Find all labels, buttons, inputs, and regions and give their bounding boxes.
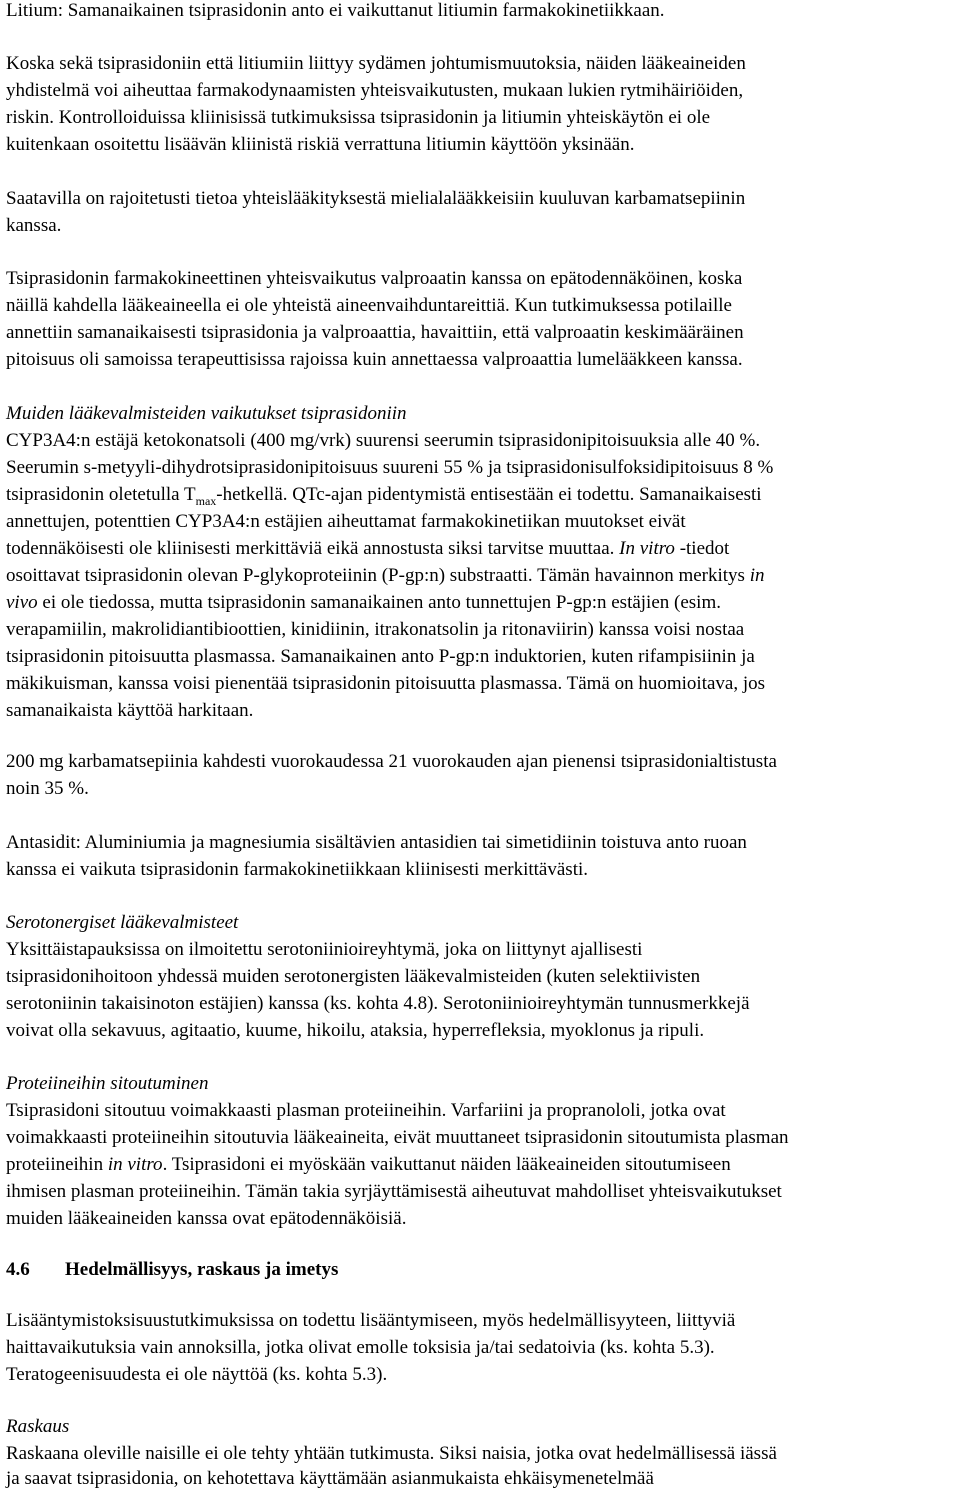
section-heading: Serotonergiset lääkevalmisteet (6, 912, 239, 933)
italic-run: vivo (6, 592, 38, 613)
text-line: Antasidit: Aluminiumia ja magnesiumia sisältävien antasidien tai simetidiinin toistuva anto ruoan (6, 832, 747, 853)
section-heading: Proteiineihin sitoutuminen (6, 1073, 209, 1094)
text-line: verapamiilin, makrolidiantibioottien, kinidiinin, itrakonatsolin ja ritonaviirin) kanssa voisi nostaa (6, 619, 745, 640)
text-line: kanssa ei vaikuta tsiprasidonin farmakokinetiikkaan kliinisesti merkittävästi. (6, 859, 589, 880)
text-line: ihmisen plasman proteiineihin. Tämän takia syrjäyttämisestä aiheutuvat mahdolliset yhteisvaikutukset (6, 1181, 782, 1202)
text-line: voivat olla sekavuus, agitaatio, kuume, hikoilu, ataksia, hyperrefleksia, myoklonus ja ripuli. (6, 1020, 705, 1041)
text-line: Tsiprasidoni sitoutuu voimakkaasti plasman proteiineihin. Varfariini ja propranololi, jotka ovat (6, 1100, 726, 1121)
text-line: annettiin samanaikaisesti tsiprasidonia ja valproaattia, havaittiin, että valproaatin keskimääräinen (6, 322, 744, 343)
text-line: Litium: Samanaikainen tsiprasidonin anto ei vaikuttanut litiumin farmakokinetiikkaan. (6, 0, 665, 21)
text-line (6, 481, 762, 510)
subscript: max (195, 494, 217, 508)
text-line: 200 mg karbamatsepiinia kahdesti vuorokaudessa 21 vuorokauden ajan pienensi tsiprasidonialtistusta (6, 751, 777, 772)
text-line: Koska sekä tsiprasidoniin että litiumiin liittyy sydämen johtumismuutoksia, näiden lääkeaineiden (6, 53, 746, 74)
section-number: 4.6 (6, 1259, 30, 1280)
text-line: riskin. Kontrolloiduissa kliinisissä tutkimuksissa tsiprasidonin ja litiumin yhteiskäytön ei ole (6, 107, 711, 128)
text-line: tsiprasidonihoitoon yhdessä muiden serotonergisten lääkevalmisteiden (kuten selektiivisten (6, 966, 701, 987)
text-line (6, 1151, 731, 1178)
text-line: Saatavilla on rajoitetusti tietoa yhteislääkityksestä mielialalääkkeisiin kuuluvan karbamatsepiinin (6, 188, 746, 209)
text-line: voimakkaasti proteiineihin sitoutuvia lääkeaineita, eivät muuttaneet tsiprasidonin sitoutumista plasman (6, 1127, 789, 1148)
text-line: noin 35 %. (6, 778, 89, 799)
text-line: yhdistelmä voi aiheuttaa farmakodynaamisten yhteisvaikutusten, mukaan lukien rytmihäiriöiden, (6, 80, 744, 101)
section-heading: Muiden lääkevalmisteiden vaikutukset tsiprasidoniin (6, 403, 407, 424)
text-line: Raskaana oleville naisille ei ole tehty yhtään tutkimusta. Siksi naisia, jotka ovat hedelmällisessä iässä (6, 1443, 777, 1464)
text-run: . Tsiprasidoni ei myöskään vaikuttanut näiden lääkeaineiden sitoutumiseen (162, 1154, 731, 1175)
section-heading: Raskaus (6, 1416, 70, 1437)
text-line: haittavaikutuksia vain annoksilla, jotka olivat emolle toksisia ja/tai sedatoivia (ks. kohta 5.3). (6, 1337, 715, 1358)
text-line: pitoisuus oli samoissa terapeuttisissa rajoissa kuin annettaessa valproaattia lumelääkkeen kanssa. (6, 349, 743, 370)
text-line: tsiprasidonin pitoisuutta plasmassa. Samanaikainen anto P-gp:n induktorien, kuten rifampisiinin ja (6, 646, 755, 667)
text-run: -tiedot (674, 538, 730, 559)
text-line: Yksittäistapauksissa on ilmoitettu serotoniinioireyhtymä, joka on liittynyt ajallisesti (6, 939, 643, 960)
text-line: kanssa. (6, 215, 62, 236)
text-line: CYP3A4:n estäjä ketokonatsoli (400 mg/vrk) suurensi seerumin tsiprasidonipitoisuuksia alle 40 %. (6, 430, 761, 451)
text-line: ja saavat tsiprasidonia, on kehotettava käyttämään asianmukaista ehkäisymenetelmää (6, 1468, 654, 1489)
text-line (6, 589, 721, 616)
text-line (6, 535, 729, 562)
text-line: näillä kahdella lääkeaineella ei ole yhteistä aineenvaihduntareittiä. Kun tutkimuksessa potilaille (6, 295, 732, 316)
text-line: kuitenkaan osoitettu lisäävän kliinistä riskiä verrattuna litiumin käyttöön yksinään. (6, 134, 635, 155)
text-line: Tsiprasidonin farmakokineettinen yhteisvaikutus valproaatin kanssa on epätodennäköinen, koska (6, 268, 743, 289)
text-line: Seerumin s-metyyli-dihydrotsiprasidonipitoisuus suureni 55 % ja tsiprasidonisulfoksidipitoisuus 8 % (6, 457, 774, 478)
text-line: annettujen, potenttien CYP3A4:n estäjien aiheuttamat farmakokinetiikan muutokset eivät (6, 511, 686, 532)
text-line: serotoniinin takaisinoton estäjien) kanssa (ks. kohta 4.8). Serotoniinioireyhtymän tunnusmerkkejä (6, 993, 750, 1014)
text-run: ei ole tiedossa, mutta tsiprasidonin samanaikainen anto tunnettujen P-gp:n estäjien (esim. (37, 592, 721, 613)
text-line: samanaikaista käyttöä harkitaan. (6, 700, 254, 721)
italic-run: in vitro (107, 1154, 163, 1175)
text-run: proteiineihin (6, 1154, 108, 1175)
text-line: mäkikuisman, kanssa voisi pienentää tsiprasidonin pitoisuutta plasmassa. Tämä on huomioitava, jos (6, 673, 766, 694)
text-line: Teratogeenisuudesta ei ole näyttöä (ks. kohta 5.3). (6, 1364, 388, 1385)
text-line: Lisääntymistoksisuustutkimuksissa on todettu lisääntymiseen, myös hedelmällisyyteen, liittyviä (6, 1310, 736, 1331)
text-run: tsiprasidonin oletetulla T (6, 484, 196, 505)
text-run: osoittavat tsiprasidonin olevan P-glykoproteiinin (P-gp:n) substraatti. Tämän havainnon merkitys (6, 565, 750, 586)
italic-run: in (749, 565, 765, 586)
italic-run: In vitro (619, 538, 675, 559)
text-line (6, 562, 764, 589)
text-run: -hetkellä. QTc-ajan pidentymistä entisestään ei todettu. Samanaikaisesti (216, 484, 762, 505)
section-title: Hedelmällisyys, raskaus ja imetys (65, 1259, 339, 1280)
text-line: muiden lääkeaineiden kanssa ovat epätodennäköisiä. (6, 1208, 407, 1229)
text-run: todennäköisesti ole kliinisesti merkittäviä eikä annostusta siksi tarvitse muuttaa. (6, 538, 620, 559)
